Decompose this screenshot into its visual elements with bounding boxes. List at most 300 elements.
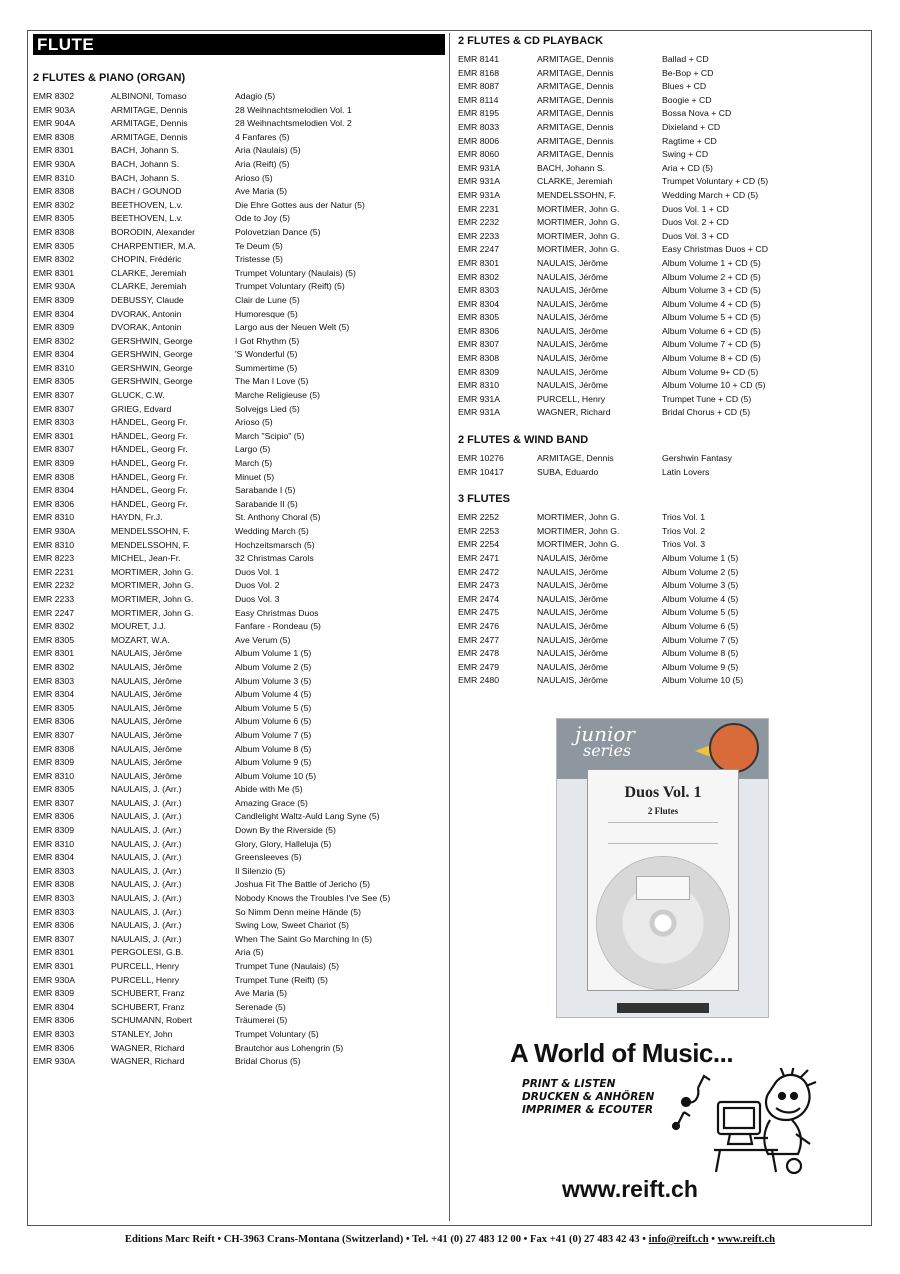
catalog-code: EMR 8306 (33, 920, 75, 931)
catalog-row (458, 593, 868, 607)
piece-title: Duos Vol. 3 + CD (662, 230, 729, 241)
catalog-code: EMR 8310 (33, 362, 75, 373)
piece-title: Bridal Chorus (5) (235, 1056, 301, 1067)
composer-name: NAULAIS, Jérôme (111, 729, 182, 740)
piece-title: Il Silenzio (5) (235, 865, 286, 876)
catalog-row (458, 452, 868, 466)
cd-disc-icon (596, 856, 730, 990)
composer-name: ARMITAGE, Dennis (537, 453, 614, 464)
catalog-code: EMR 2232 (33, 580, 75, 591)
composer-name: MORTIMER, John G. (537, 525, 620, 536)
catalog-row (458, 379, 868, 393)
piece-title: 28 Weihnachtsmelodien Vol. 2 (235, 118, 352, 129)
catalog-code: EMR 8303 (33, 865, 75, 876)
catalog-code: EMR 8304 (33, 308, 75, 319)
catalog-row (458, 466, 868, 480)
piece-title: Fanfare - Rondeau (5) (235, 621, 321, 632)
catalog-code: EMR 8060 (458, 149, 500, 160)
catalog-row (33, 878, 445, 892)
piece-title: Album Volume 6 + CD (5) (662, 325, 761, 336)
catalog-code: EMR 2478 (458, 648, 500, 659)
piece-title: Easy Christmas Duos (235, 607, 319, 618)
catalog-code: EMR 8168 (458, 67, 500, 78)
catalog-row (33, 294, 445, 308)
catalog-row (33, 892, 445, 906)
catalog-row (33, 620, 445, 634)
catalog-row (33, 756, 445, 770)
composer-name: ARMITAGE, Dennis (537, 67, 614, 78)
composer-name: NAULAIS, Jérôme (537, 380, 608, 391)
catalog-row (33, 416, 445, 430)
catalog-code: EMR 8308 (33, 226, 75, 237)
catalog-row (33, 797, 445, 811)
piece-title: Album Volume 1 (5) (235, 648, 312, 659)
composer-name: NAULAIS, Jérôme (537, 593, 608, 604)
catalog-code: EMR 8305 (33, 213, 75, 224)
section-title: 3 FLUTES (458, 493, 510, 506)
catalog-code: EMR 8307 (33, 933, 75, 944)
catalog-code: EMR 8310 (33, 539, 75, 550)
catalog-code: EMR 2474 (458, 593, 500, 604)
composer-name: NAULAIS, Jérôme (537, 312, 608, 323)
piece-title: Album Volume 7 + CD (5) (662, 339, 761, 350)
piece-title: Album Volume 7 (5) (235, 729, 312, 740)
catalog-row (33, 335, 445, 349)
catalog-code: EMR 8306 (33, 1042, 75, 1053)
composer-name: NAULAIS, Jérôme (111, 661, 182, 672)
composer-name: BACH / GOUNOD (111, 186, 182, 197)
piece-title: Album Volume 1 (5) (662, 553, 739, 563)
composer-name: MORTIMER, John G. (537, 230, 620, 241)
composer-name: SCHUMANN, Robert (111, 1015, 193, 1026)
promo-headline: A World of Music... (510, 1038, 734, 1068)
catalog-row (33, 810, 445, 824)
composer-name: ARMITAGE, Dennis (111, 131, 188, 142)
catalog-row (458, 203, 868, 217)
catalog-row (458, 67, 868, 81)
composer-name: NAULAIS, J. (Arr.) (111, 933, 182, 944)
catalog-code: EMR 8305 (458, 312, 500, 323)
piece-title: Trumpet Voluntary (Naulais) (5) (235, 267, 356, 278)
catalog-row (33, 552, 445, 566)
promo-line-3: IMPRIMER & ECOUTER (522, 1104, 653, 1116)
piece-title: 32 Christmas Carols (235, 553, 314, 564)
composer-name: DVORAK, Antonin (111, 322, 182, 333)
piece-title: Polovetzian Dance (5) (235, 226, 321, 237)
composer-name: MORTIMER, John G. (111, 580, 194, 591)
catalog-code: EMR 8303 (33, 906, 75, 917)
cover-image (556, 718, 769, 1018)
footer-website-link[interactable]: www.reift.ch (717, 1234, 776, 1245)
composer-name: WAGNER, Richard (537, 407, 611, 418)
catalog-row (33, 960, 445, 974)
piece-title: Swing Low, Sweet Chariot (5) (235, 920, 349, 931)
catalog-code: EMR 8302 (33, 621, 75, 632)
piece-title: Ave Maria (5) (235, 988, 287, 999)
piece-title: Album Volume 3 (5) (662, 580, 739, 591)
catalog-row (33, 498, 445, 512)
catalog-row (458, 162, 868, 176)
piece-title: Album Volume 8 + CD (5) (662, 353, 761, 364)
composer-name: ARMITAGE, Dennis (537, 149, 614, 160)
catalog-row (458, 525, 868, 539)
catalog-code: EMR 8307 (33, 390, 75, 401)
catalog-code: EMR 2233 (458, 230, 500, 241)
promo-line-2: DRUCKEN & ANHÖREN (522, 1091, 655, 1103)
catalog-code: EMR 8223 (33, 553, 75, 564)
page-footer (0, 1234, 900, 1245)
piece-title: Album Volume 2 (5) (235, 661, 312, 672)
catalog-row (33, 389, 445, 403)
publisher-logo-bar (617, 1003, 709, 1013)
piece-title: Duos Vol. 1 (235, 566, 280, 577)
composer-name: CHOPIN, Frédéric (111, 254, 182, 265)
piece-title: Die Ehre Gottes aus der Natur (5) (235, 199, 365, 210)
catalog-code: EMR 8310 (33, 512, 75, 523)
piece-title: Aria (Reift) (5) (235, 158, 290, 169)
mascot-bird-icon (709, 723, 759, 773)
section-title: 2 FLUTES & CD PLAYBACK (458, 35, 604, 47)
catalog-code: EMR 8306 (33, 811, 75, 822)
catalog-row (458, 53, 868, 67)
composer-name: CLARKE, Jeremiah (537, 176, 613, 187)
composer-name: MOURET, J.J. (111, 621, 167, 632)
catalog-code: EMR 8308 (458, 353, 500, 364)
piece-title: Trios Vol. 3 (662, 539, 706, 550)
catalog-code: EMR 2471 (458, 553, 500, 563)
catalog-row (33, 104, 445, 118)
catalog-row (33, 199, 445, 213)
piece-title: Hochzeitsmarsch (5) (235, 539, 315, 550)
catalog-code: EMR 8302 (458, 271, 500, 282)
catalog-code: EMR 2252 (458, 512, 500, 523)
catalog-row (33, 838, 445, 852)
piece-title: Album Volume 9 (5) (235, 757, 312, 768)
catalog-code: EMR 8304 (33, 852, 75, 863)
piece-title: Trumpet Tune (Naulais) (5) (235, 961, 339, 971)
catalog-code: EMR 2231 (33, 566, 75, 577)
composer-name: SCHUBERT, Franz (111, 988, 185, 999)
catalog-code: EMR 2247 (33, 607, 75, 618)
piece-title: 4 Fanfares (5) (235, 131, 290, 142)
catalog-code: EMR 2479 (458, 661, 500, 672)
right-column (458, 34, 868, 688)
catalog-row (458, 579, 868, 593)
catalog-code: EMR 8301 (33, 648, 75, 659)
piece-title: Latin Lovers (662, 466, 710, 477)
catalog-row (458, 325, 868, 339)
catalog-code: EMR 8307 (33, 444, 75, 455)
composer-name: WAGNER, Richard (111, 1056, 185, 1067)
catalog-code: EMR 8195 (458, 108, 500, 119)
catalog-code: EMR 8308 (33, 186, 75, 197)
catalog-row (458, 620, 868, 634)
piece-title: Trumpet Tune (Reift) (5) (235, 974, 328, 985)
footer-text: Editions Marc Reift • CH-3963 Crans-Montana (Switzerland) • Tel. +41 (0) 27 483 12 00 • Fax +41 (0) 27 483 42 43 • (124, 1234, 649, 1245)
composer-name: NAULAIS, J. (Arr.) (111, 906, 182, 917)
catalog-row (33, 1028, 445, 1042)
composer-name: PURCELL, Henry (111, 961, 180, 971)
catalog-row (33, 783, 445, 797)
piece-title: Glory, Glory, Halleluja (5) (235, 838, 332, 849)
catalog-row (33, 362, 445, 376)
catalog-row (33, 158, 445, 172)
catalog-code: EMR 8302 (33, 254, 75, 265)
catalog-row (33, 933, 445, 947)
composer-name: MORTIMER, John G. (537, 244, 620, 255)
piece-title: Duos Vol. 1 + CD (662, 203, 729, 214)
piece-title: Tristesse (5) (235, 254, 283, 265)
catalog-row (33, 987, 445, 1001)
piece-title: Joshua Fit The Battle of Jericho (5) (235, 879, 371, 890)
footer-email-link[interactable]: info@reift.ch (648, 1234, 709, 1245)
catalog-row (33, 579, 445, 593)
composer-name: NAULAIS, Jérôme (537, 553, 608, 563)
piece-title: Aria + CD (5) (662, 162, 713, 173)
piece-title: Be-Bop + CD (662, 67, 714, 78)
piece-title: Ragtime + CD (662, 135, 717, 146)
catalog-row (458, 148, 868, 162)
catalog-code: EMR 8307 (33, 403, 75, 414)
piece-title: Album Volume 4 + CD (5) (662, 298, 761, 309)
catalog-row (458, 634, 868, 648)
catalog-code: EMR 8308 (33, 743, 75, 754)
composer-name: HÄNDEL, Georg Fr. (111, 498, 188, 509)
catalog-row (33, 593, 445, 607)
piece-title: Aria (Naulais) (5) (235, 145, 301, 156)
piece-title: Largo (5) (235, 444, 271, 455)
cover-subtitle: 2 Flutes (647, 806, 679, 816)
catalog-code: EMR 8302 (33, 91, 75, 101)
catalog-row (458, 298, 868, 312)
catalog-row (458, 107, 868, 121)
catalog-row (458, 175, 868, 189)
promo-line-1: PRINT & LISTEN (522, 1078, 616, 1090)
catalog-row (33, 539, 445, 553)
column-divider (449, 33, 450, 1221)
composer-name: HÄNDEL, Georg Fr. (111, 471, 188, 482)
piece-title: Serenade (5) (235, 1001, 286, 1012)
page-title: FLUTE (33, 34, 445, 55)
catalog-row (458, 674, 868, 688)
promo-banner (508, 1038, 818, 1206)
composer-name: HAYDN, Fr.J. (111, 512, 163, 523)
catalog-row (33, 144, 445, 158)
catalog-row (33, 511, 445, 525)
catalog-code: EMR 2231 (458, 203, 500, 214)
catalog-row (33, 851, 445, 865)
piece-title: Trumpet Voluntary (Reift) (5) (235, 281, 345, 292)
piece-title: Album Volume 4 (5) (662, 593, 739, 604)
piece-title: Duos Vol. 2 (235, 580, 280, 591)
catalog-code: EMR 8302 (33, 335, 75, 346)
catalog-code: EMR 2253 (458, 525, 500, 536)
composer-name: NAULAIS, Jérôme (537, 566, 608, 577)
composer-name: NAULAIS, J. (Arr.) (111, 825, 182, 836)
composer-name: ARMITAGE, Dennis (537, 54, 614, 64)
catalog-code: EMR 8309 (33, 294, 75, 305)
composer-name: NAULAIS, Jérôme (537, 634, 608, 645)
composer-name: NAULAIS, Jérôme (537, 661, 608, 672)
composer-name: NAULAIS, Jérôme (111, 702, 182, 713)
catalog-row (33, 321, 445, 335)
composer-name: GRIEG, Edvard (111, 403, 172, 414)
catalog-row (33, 471, 445, 485)
catalog-code: EMR 2233 (33, 593, 75, 604)
catalog-row (458, 406, 868, 420)
piece-title: I Got Rhythm (5) (235, 335, 300, 346)
catalog-row (33, 117, 445, 131)
composer-name: NAULAIS, Jérôme (537, 325, 608, 336)
piece-title: Album Volume 10 (5) (662, 675, 744, 686)
piece-title: Arioso (5) (235, 172, 273, 183)
composer-name: BACH, Johann S. (111, 172, 180, 183)
composer-name: NAULAIS, Jérôme (537, 339, 608, 350)
catalog-code: EMR 8301 (458, 257, 500, 268)
catalog-row (33, 946, 445, 960)
catalog-code: EMR 8141 (458, 54, 500, 64)
catalog-code: EMR 8306 (33, 716, 75, 727)
catalog-code: EMR 8304 (33, 485, 75, 496)
composer-name: MORTIMER, John G. (111, 566, 194, 577)
piece-title: Träumerei (5) (235, 1015, 288, 1026)
catalog-code: EMR 8305 (33, 784, 75, 795)
composer-name: MENDELSSOHN, F. (111, 539, 190, 550)
composer-name: NAULAIS, Jérôme (111, 770, 182, 781)
composer-name: MORTIMER, John G. (537, 539, 620, 550)
catalog-row (33, 430, 445, 444)
piece-title: Gershwin Fantasy (662, 453, 733, 464)
catalog-row (33, 484, 445, 498)
catalog-code: EMR 8307 (33, 729, 75, 740)
composer-name: MORTIMER, John G. (537, 203, 620, 214)
composer-name: GERSHWIN, George (111, 362, 193, 373)
piece-title: Easy Christmas Duos + CD (662, 244, 768, 255)
composer-name: NAULAIS, J. (Arr.) (111, 920, 182, 931)
catalog-code: EMR 8006 (458, 135, 500, 146)
catalog-code: EMR 931A (458, 176, 501, 187)
catalog-row (33, 1014, 445, 1028)
catalog-row (458, 271, 868, 285)
catalog-code: EMR 8303 (33, 893, 75, 904)
catalog-code: EMR 8305 (33, 702, 75, 713)
composer-name: ARMITAGE, Dennis (537, 121, 614, 132)
piece-title: Largo aus der Neuen Welt (5) (235, 322, 350, 333)
composer-name: MORTIMER, John G. (537, 217, 620, 228)
composer-name: ARMITAGE, Dennis (537, 94, 614, 105)
composer-name: NAULAIS, Jérôme (537, 366, 608, 377)
catalog-row (33, 729, 445, 743)
piece-title: Trios Vol. 1 (662, 512, 706, 523)
piece-title: Sarabande II (5) (235, 498, 298, 509)
catalog-code: EMR 931A (458, 162, 501, 173)
composer-name: ARMITAGE, Dennis (111, 118, 188, 129)
section-title: 2 FLUTES & PIANO (ORGAN) (33, 72, 186, 84)
composer-name: HÄNDEL, Georg Fr. (111, 430, 188, 441)
piece-title: Minuet (5) (235, 471, 275, 482)
piece-title: March (5) (235, 458, 273, 469)
composer-name: NAULAIS, Jérôme (537, 607, 608, 618)
piece-title: Greensleeves (5) (235, 852, 302, 863)
catalog-code: EMR 931A (458, 189, 501, 200)
catalog-row (458, 661, 868, 675)
catalog-code: EMR 8308 (33, 879, 75, 890)
piece-title: Wedding March (5) (235, 526, 309, 536)
piece-title: The Man I Love (5) (235, 376, 309, 387)
piece-title: Album Volume 8 (5) (662, 648, 739, 659)
catalog-row (33, 1055, 445, 1069)
piece-title: Album Volume 3 + CD (5) (662, 285, 761, 296)
catalog-row (33, 661, 445, 675)
catalog-code: EMR 8305 (33, 376, 75, 387)
catalog-row (33, 280, 445, 294)
catalog-code: EMR 930A (33, 158, 76, 169)
piece-title: Ave Maria (5) (235, 186, 287, 197)
piece-title: When The Saint Go Marching In (5) (235, 933, 372, 944)
composer-name: ARMITAGE, Dennis (537, 135, 614, 146)
catalog-row (33, 715, 445, 729)
composer-name: NAULAIS, Jérôme (537, 648, 608, 659)
cover-book (587, 769, 739, 991)
piece-title: Down By the Riverside (5) (235, 825, 336, 836)
composer-name: MORTIMER, John G. (537, 512, 620, 523)
catalog-row (33, 131, 445, 145)
catalog-code: EMR 8306 (33, 1015, 75, 1026)
composer-name: NAULAIS, J. (Arr.) (111, 879, 182, 890)
composer-name: MORTIMER, John G. (111, 593, 194, 604)
piece-title: Album Volume 5 (5) (235, 702, 312, 713)
catalog-row (33, 253, 445, 267)
section-spacer (458, 420, 868, 433)
promo-url-link[interactable]: www.reift.ch (562, 1176, 698, 1202)
cover-title: Duos Vol. 1 (624, 784, 702, 801)
catalog-row (33, 702, 445, 716)
piece-title: So Nimm Denn meine Hände (5) (235, 906, 362, 917)
catalog-code: EMR 8306 (458, 325, 500, 336)
catalog-code: EMR 8310 (458, 380, 500, 391)
catalog-row (458, 135, 868, 149)
catalog-code: EMR 8304 (458, 298, 500, 309)
composer-name: HÄNDEL, Georg Fr. (111, 458, 188, 469)
composer-name: SUBA, Eduardo (537, 466, 599, 477)
catalog-code: EMR 904A (33, 118, 76, 129)
footer-separator: • (708, 1234, 718, 1245)
composer-name: GERSHWIN, George (111, 376, 193, 387)
composer-name: BEETHOVEN, L.v. (111, 199, 183, 210)
catalog-code: EMR 930A (33, 526, 76, 536)
catalog-row (458, 257, 868, 271)
catalog-row (33, 226, 445, 240)
catalog-code: EMR 2473 (458, 580, 500, 591)
catalog-row (33, 688, 445, 702)
composer-name: NAULAIS, Jérôme (111, 757, 182, 768)
catalog-row (33, 443, 445, 457)
catalog-row (33, 308, 445, 322)
composer-name: NAULAIS, J. (Arr.) (111, 865, 182, 876)
composer-name: NAULAIS, Jérôme (111, 675, 182, 686)
catalog-row (458, 243, 868, 257)
catalog-row (458, 647, 868, 661)
catalog-code: EMR 8310 (33, 770, 75, 781)
section-title: 2 FLUTES & WIND BAND (458, 434, 589, 447)
composer-name: WAGNER, Richard (111, 1042, 185, 1053)
catalog-code: EMR 8306 (33, 498, 75, 509)
piece-title: Blues + CD (662, 81, 707, 92)
composer-name: BACH, Johann S. (111, 145, 180, 156)
composer-name: MENDELSSOHN, F. (537, 189, 616, 200)
piece-title: Album Volume 3 (5) (235, 675, 312, 686)
composer-name: MENDELSSOHN, F. (111, 526, 190, 536)
